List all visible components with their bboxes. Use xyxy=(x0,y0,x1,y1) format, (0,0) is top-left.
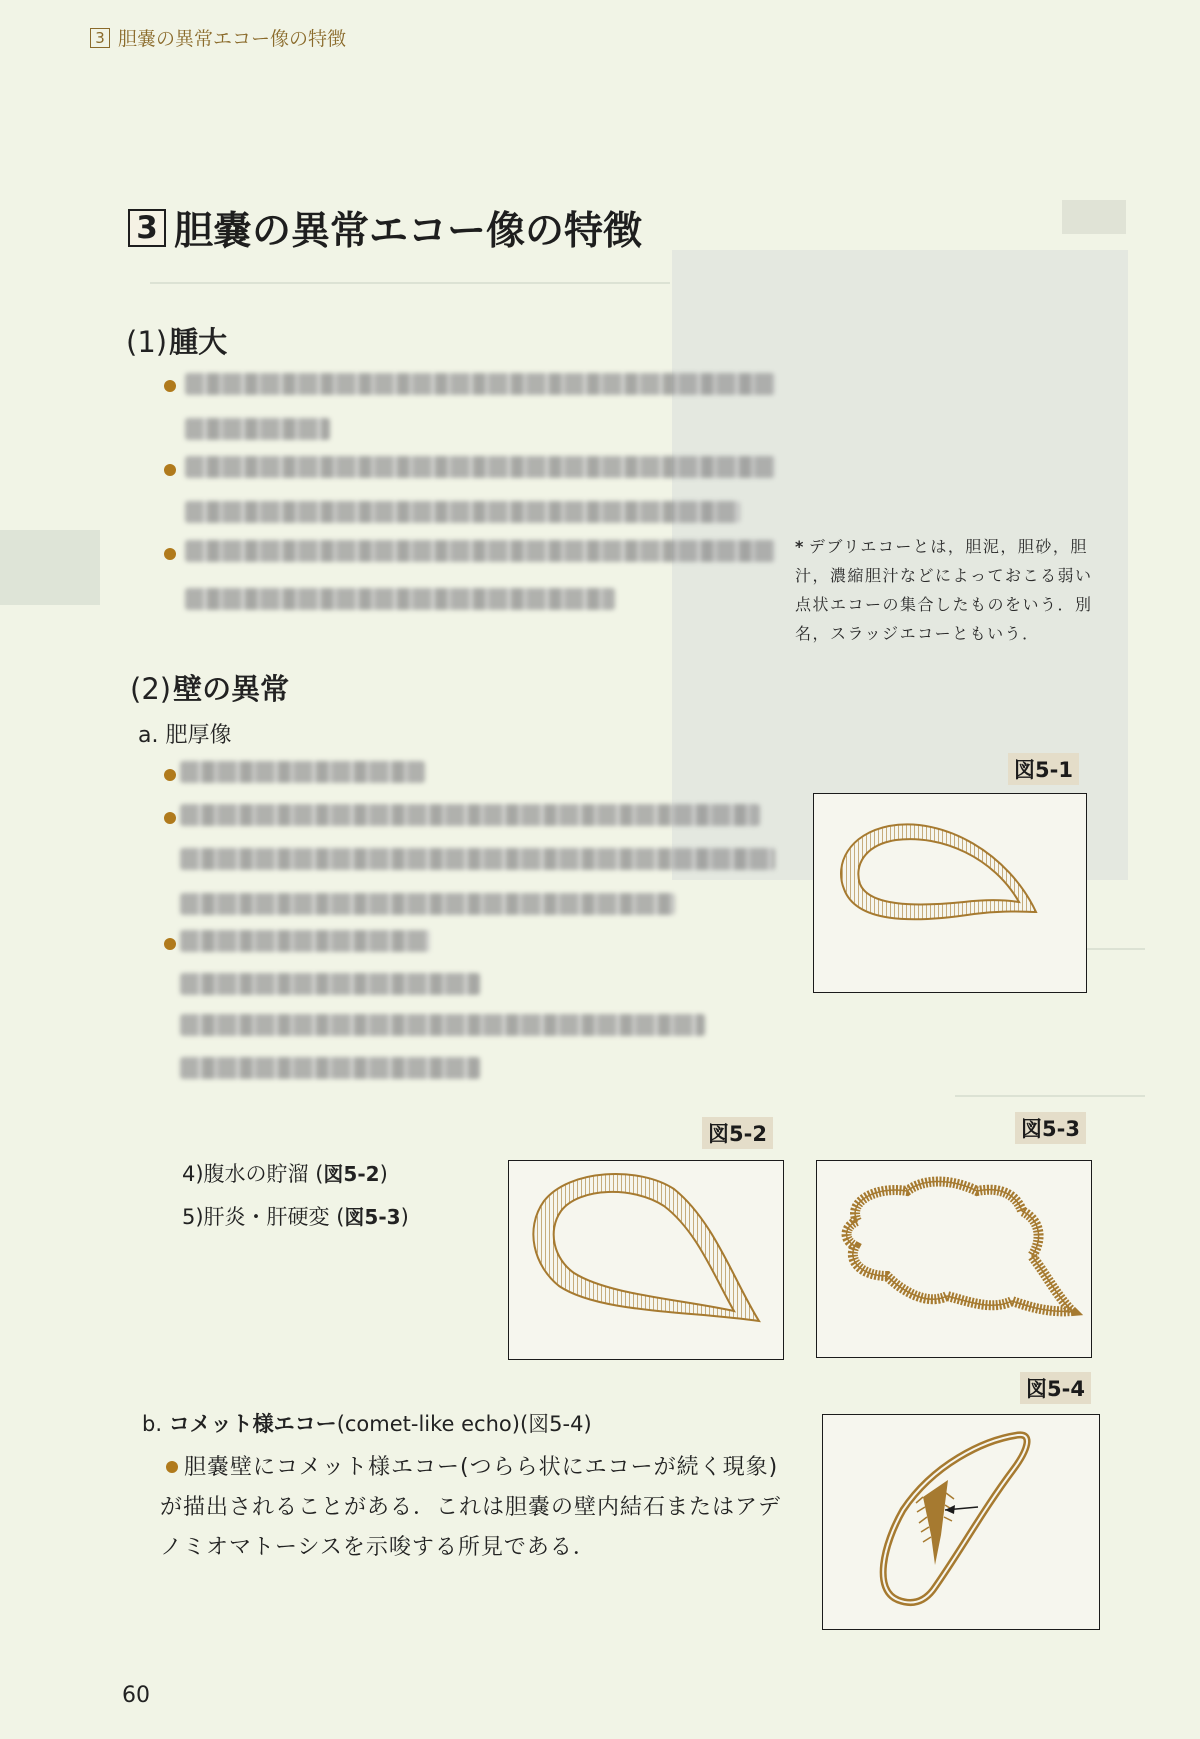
redacted-text xyxy=(185,418,330,440)
subsection-title: 壁の異常 xyxy=(173,672,290,706)
bullet-icon xyxy=(164,548,176,560)
redacted-text xyxy=(185,501,740,523)
redacted-text xyxy=(185,373,775,395)
figure-5-1 xyxy=(813,793,1087,993)
minor-heading-a: a. 肥厚像 xyxy=(138,723,232,748)
running-head xyxy=(90,24,346,51)
redacted-text xyxy=(180,1057,480,1079)
figure-5-2 xyxy=(508,1160,784,1360)
list-item-ascites xyxy=(182,1158,388,1188)
gallbladder-ascites-diagram xyxy=(509,1161,783,1359)
redacted-text xyxy=(180,930,430,952)
running-head-number: 3 xyxy=(90,28,110,48)
bullet-icon xyxy=(164,938,176,950)
subsection-heading-1 xyxy=(126,320,227,361)
background-ghost-line xyxy=(955,1095,1145,1097)
figure-label-5-2: 図5-2 xyxy=(702,1117,773,1149)
gallbladder-thick-wall-diagram xyxy=(814,794,1086,992)
comet-echo-paragraph xyxy=(160,1448,800,1568)
bullet-icon xyxy=(164,812,176,824)
subsection-number: (1) xyxy=(126,325,168,359)
comet-title-en: (comet-like echo) xyxy=(336,1412,520,1436)
subsection-heading-2 xyxy=(130,667,289,708)
figure-label-5-1: 図5-1 xyxy=(1008,753,1079,785)
comet-echo-heading xyxy=(142,1408,592,1438)
figure-label-5-4: 図5-4 xyxy=(1020,1372,1091,1404)
section-title xyxy=(128,200,642,256)
gallbladder-comet-echo-diagram xyxy=(823,1415,1099,1629)
bullet-icon xyxy=(166,1461,178,1473)
bullet-icon xyxy=(164,769,176,781)
subsection-title: 腫大 xyxy=(169,325,228,359)
comet-label: b. xyxy=(142,1412,169,1436)
debris-echo-note xyxy=(795,532,1100,648)
redacted-text xyxy=(185,456,775,478)
comet-title: コメット様エコー xyxy=(168,1412,337,1436)
list-item-text: 5)肝炎・肝硬変 ( xyxy=(182,1205,345,1229)
figure-ref: 図5-3 xyxy=(344,1205,401,1229)
figure-ref: 図5-2 xyxy=(323,1162,380,1186)
list-item-hepatitis xyxy=(182,1201,409,1231)
section-title-text: 胆嚢の異常エコー像の特徴 xyxy=(174,209,643,254)
subsection-number: (2) xyxy=(130,672,172,706)
background-ghost-label xyxy=(1062,200,1126,234)
background-ghost-line xyxy=(150,282,670,284)
redacted-text xyxy=(180,761,425,783)
comet-figure-ref: (図5-4) xyxy=(519,1412,592,1436)
redacted-text xyxy=(180,1014,705,1036)
running-head-title: 胆嚢の異常エコー像の特徴 xyxy=(118,28,347,50)
figure-label-5-3: 図5-3 xyxy=(1015,1112,1086,1144)
gallbladder-hepatitis-diagram xyxy=(817,1161,1091,1357)
bullet-icon xyxy=(164,464,176,476)
list-item-close: ) xyxy=(400,1205,409,1229)
page-number: 60 xyxy=(122,1683,150,1708)
figure-5-3 xyxy=(816,1160,1092,1358)
bullet-icon xyxy=(164,380,176,392)
note-mark: * xyxy=(795,537,805,556)
redacted-text xyxy=(185,588,615,610)
note-text: デブリエコーとは，胆泥，胆砂，胆汁，濃縮胆汁などによっておこる弱い点状エコーの集合したものをいう．別名，スラッジエコーともいう． xyxy=(795,537,1093,643)
figure-5-4 xyxy=(822,1414,1100,1630)
redacted-text xyxy=(180,973,480,995)
redacted-text xyxy=(185,540,775,562)
comet-body-text: 胆嚢壁にコメット様エコー(つらら状にエコーが続く現象)が描出されることがある．これは胆嚢の壁内結石またはアデノミオマトーシスを示唆する所見である． xyxy=(160,1455,782,1560)
redacted-text xyxy=(180,893,675,915)
list-item-close: ) xyxy=(379,1162,388,1186)
redacted-text xyxy=(180,804,760,826)
redacted-text xyxy=(180,848,775,870)
list-item-text: 4)腹水の貯溜 ( xyxy=(182,1162,324,1186)
section-number: 3 xyxy=(128,209,166,247)
side-index-tab xyxy=(0,530,100,605)
